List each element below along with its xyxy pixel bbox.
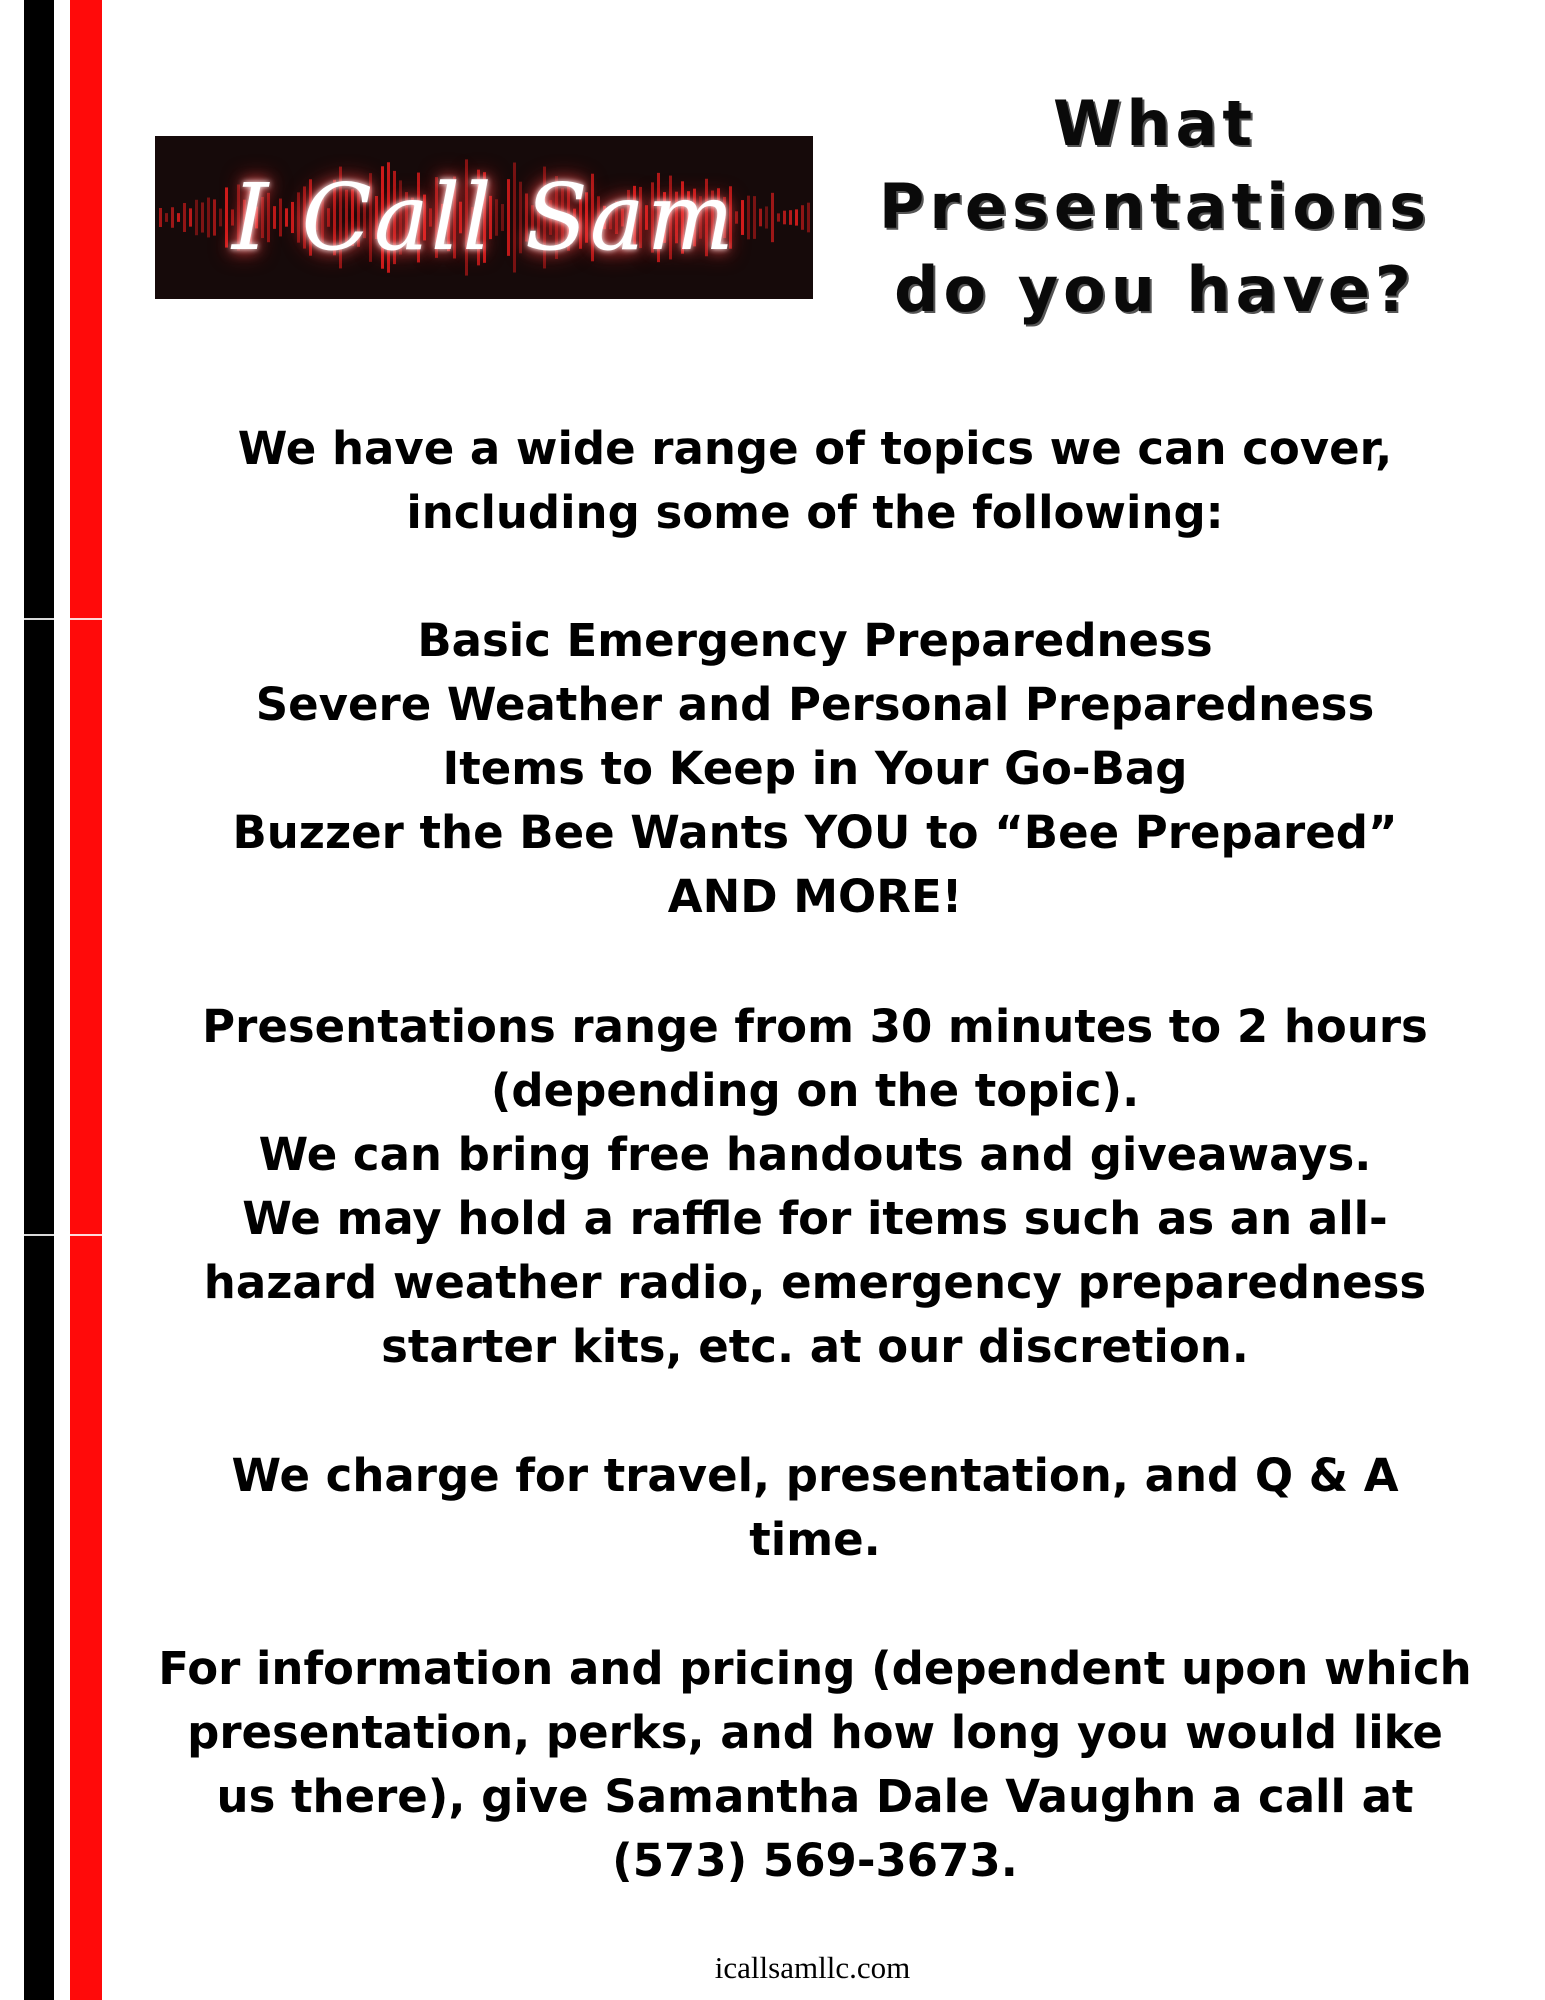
contact-line: For information and pricing (dependent upon which: [158, 1642, 1472, 1695]
topic-item: Severe Weather and Personal Preparedness: [255, 678, 1375, 731]
headline: [835, 82, 1475, 331]
headline-line: Presentations: [878, 170, 1432, 243]
details-line: hazard weather radio, emergency preparedness: [203, 1256, 1427, 1309]
details-line: We may hold a raffle for items such as an all-: [242, 1192, 1388, 1245]
charges-line: We charge for travel, presentation, and Q & A: [231, 1449, 1399, 1502]
website-url: icallsamllc.com: [714, 1950, 911, 1985]
topic-item: Items to Keep in Your Go-Bag: [442, 742, 1188, 795]
stripe-divider: [24, 618, 102, 620]
topic-item: Basic Emergency Preparedness: [417, 614, 1213, 667]
stripe-divider: [24, 1234, 102, 1236]
left-red-stripe: [70, 0, 102, 2000]
topic-item: Buzzer the Bee Wants YOU to “Bee Prepared”: [232, 806, 1398, 859]
headline-line: do you have?: [894, 253, 1416, 326]
details-line: Presentations range from 30 minutes to 2 hours: [202, 1000, 1428, 1053]
details-line: (depending on the topic).: [490, 1064, 1140, 1117]
charges-line: time.: [749, 1513, 881, 1566]
details-line: We can bring free handouts and giveaways.: [258, 1128, 1372, 1181]
contact-line: presentation, perks, and how long you would like: [187, 1706, 1443, 1759]
details-paragraph: [150, 995, 1480, 1379]
topics-list: [150, 609, 1480, 929]
topic-item: AND MORE!: [667, 870, 963, 923]
details-line: starter kits, etc. at our discretion.: [381, 1320, 1249, 1373]
contact-phone: (573) 569-3673.: [612, 1834, 1018, 1887]
logo-banner: [155, 136, 813, 299]
intro-paragraph: [150, 417, 1480, 545]
contact-line: us there), give Samantha Dale Vaughn a call at: [216, 1770, 1414, 1823]
intro-line: including some of the following:: [406, 486, 1224, 539]
contact-paragraph: [150, 1637, 1480, 1893]
headline-line: What: [1052, 87, 1257, 160]
intro-line: We have a wide range of topics we can cover,: [237, 422, 1393, 475]
logo-text: I Call Sam: [231, 164, 737, 271]
left-black-stripe: [24, 0, 54, 2000]
charges-paragraph: [150, 1444, 1480, 1572]
